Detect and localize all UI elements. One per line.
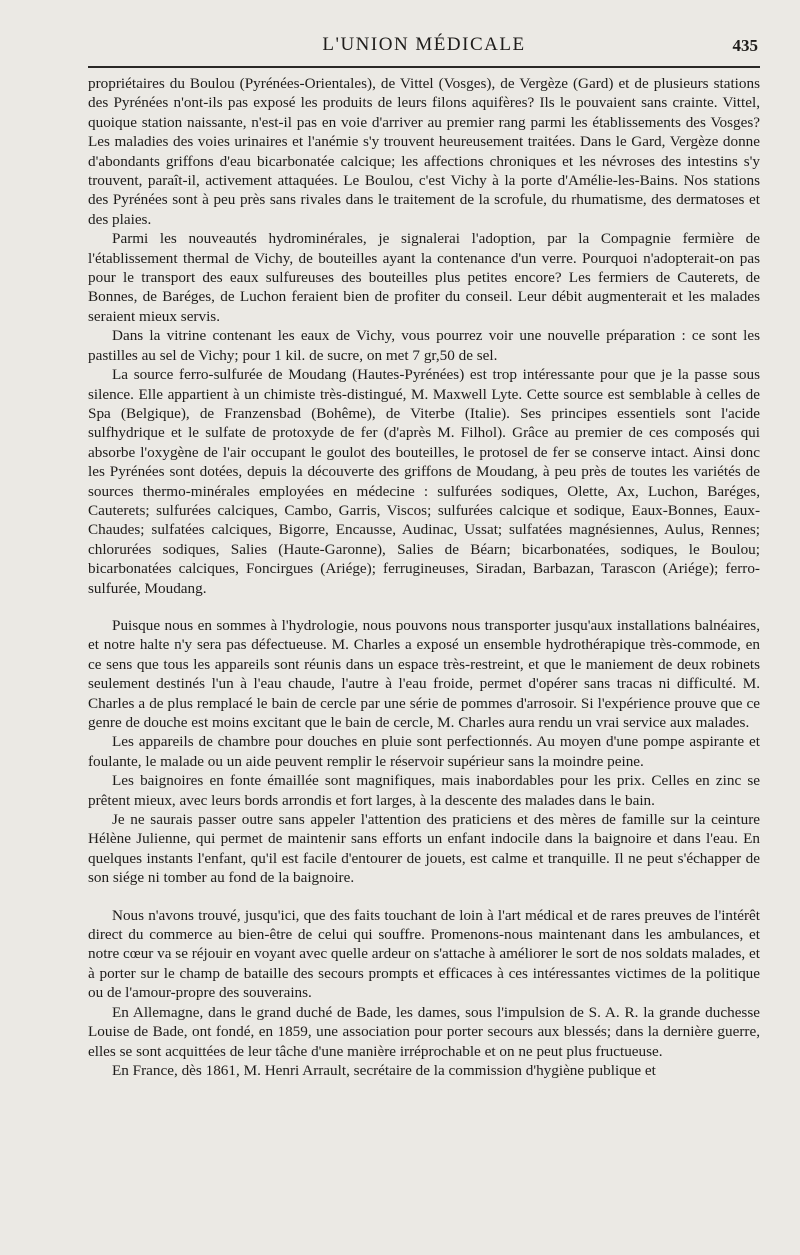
paragraph: Dans la vitrine contenant les eaux de Vichy, vous pourrez voir une nouvelle préparation : ce sont les pastilles au sel de Vichy; pour 1 kil. de sucre, on met 7 gr,50 de sel. bbox=[88, 327, 760, 364]
paragraph: La source ferro-sulfurée de Moudang (Hautes-Pyrénées) est trop intéressante pour que je la passe sous silence. Elle appartient à un chimiste très-distingué, M. Maxwell Lyte. Cette source est semblable à celles de Spa (Belgique), de Franzensbad (Bohême), de Viterbe (Italie). Ses principes essentiels sont l'acide sulfhydrique et le sulfate de protoxyde de fer (d'après M. Filhol). Grâce au premier de ces composés qui absorbe l'oxygène de l'air occupant le goulot des bouteilles, le protosel de fer se conserve intact. Ainsi donc les Pyrénées sont dotées, depuis la découverte des griffons de Moudang, à peu près de toutes les variétés de sources thermo-minérales employées en médecine : sulfurées sodiques, Olette, Ax, Luchon, Baréges, Cauterets; sulfurées calciques, Cambo, Garris, Viscos; sulfurées calcique et sodique, Eaux-Bonnes, Eaux-Chaudes; sulfatées calciques, Bigorre, Encausse, Audinac, Ussat; sulfatées magnésiennes, Aulus, Rennes; chlorurées sodiques, Salies (Haute-Garonne), Salies de Béarn; bicarbonatées, sodiques, le Boulou; bicarbonatées calciques, Foncirgues (Ariége); ferrugineuses, Siradan, Barbazan, Tarascon (Ariége); ferro-sulfurée, Moudang. bbox=[88, 366, 760, 597]
paragraph: propriétaires du Boulou (Pyrénées-Orientales), de Vittel (Vosges), de Vergèze (Gard) et de plusieurs stations des Pyrénées n'ont-ils pas exposé les produits de leurs filons aquifères? Ils le pouvaient sans crainte. Vittel, quoique station naissante, n'est-il pas en voie d'arriver au premier rang parmi les établissements des Vosges? Les maladies des voies urinaires et l'anémie s'y trouvent heureusement traitées. Dans le Gard, Vergèze donne d'abondants griffons d'eau bicarbonatée calcique; les affections chroniques et les névroses des intestins s'y trouvent, paraît-il, activement attaquées. Le Boulou, c'est Vichy à la porte d'Amélie-les-Bains. Nos stations des Pyrénées sont à peu près sans rivales dans le traitement de la scrofule, du rhumatisme, des dermatoses et des plaies. bbox=[88, 75, 760, 228]
paragraph: Parmi les nouveautés hydrominérales, je signalerai l'adoption, par la Compagnie fermière de l'établissement thermal de Vichy, de bouteilles ayant la contenance d'un verre. Pourquoi n'adopterait-on pas pour le transport des eaux sulfureuses des bouteilles plus petites encore? Les fermiers de Cauterets, de Bonnes, de Baréges, de Luchon feraient bien de profiter du conseil. Leur débit augmenterait et les malades seraient mieux servis. bbox=[88, 230, 760, 325]
section-ambulances bbox=[88, 906, 760, 1081]
running-title: L'UNION MÉDICALE bbox=[322, 34, 526, 55]
paragraph: Nous n'avons trouvé, jusqu'ici, que des faits touchant de loin à l'art médical et de rares preuves de l'intérêt direct du commerce au bien-être de celui qui souffre. Promenons-nous maintenant dans les ambulances, et notre cœur va se réjouir en voyant avec quelle ardeur on s'attache à améliorer le sort de nos soldats malades, et à porter sur le champ de bataille des secours prompts et efficaces à ces intéressantes victimes de la politique ou de l'amour-propre des souverains. bbox=[88, 906, 760, 1002]
paragraph: En Allemagne, dans le grand duché de Bade, les dames, sous l'impulsion de S. A. R. la grande duchesse Louise de Bade, ont fondé, en 1859, une association pour porter secours aux blessés; dans la dernière guerre, elles se sont acquittées de leur tâche d'une manière irréprochable et on ne peut plus fructueuse. bbox=[88, 1003, 760, 1060]
paragraph: Les baignoires en fonte émaillée sont magnifiques, mais inabordables pour les prix. Celles en zinc se prêtent mieux, avec leurs bords arrondis et fort larges, à la descente des malades dans le bain. bbox=[88, 772, 760, 809]
page-number: 435 bbox=[732, 36, 758, 55]
section-gap bbox=[88, 888, 760, 906]
paragraph: En France, dès 1861, M. Henri Arrault, secrétaire de la commission d'hygiène publique et bbox=[112, 1061, 656, 1079]
section-gap bbox=[88, 598, 760, 616]
paragraph: Je ne saurais passer outre sans appeler l'attention des praticiens et des mères de famille sur la ceinture Hélène Julienne, qui permet de maintenir sans efforts un enfant indocile dans la baignoire et dans l'eau. En quelques instants l'enfant, qu'il est facile d'entourer de jouets, est calme et tranquille. Il ne peut s'échapper de son siége ni tomber au fond de la baignoire. bbox=[88, 811, 760, 887]
section-installations-balneaires bbox=[88, 616, 760, 888]
page-header bbox=[88, 28, 760, 58]
section-hydrominerales bbox=[88, 74, 760, 598]
paragraph: Les appareils de chambre pour douches en pluie sont perfectionnés. Au moyen d'une pompe aspirante et foulante, le malade ou un aide peuvent remplir le réservoir supérieur sans la moindre peine. bbox=[88, 733, 760, 770]
header-rule bbox=[88, 66, 760, 68]
paragraph: Puisque nous en sommes à l'hydrologie, nous pouvons nous transporter jusqu'aux installations balnéaires, et notre halte n'y sera pas défectueuse. M. Charles a exposé un ensemble hydrothérapique très-commode, en ce sens que tous les appareils sont réunis dans un espace très-restreint, et que le maniement de deux robinets seulement destinés l'un à l'eau chaude, l'autre à l'eau froide, permet d'opérer sans tracas ni difficulté. M. Charles a de plus remplacé le bain de cercle par une série de pommes d'arrosoir. Si l'expérience prouve que ce genre de douche est moins excitant que le bain de cercle, M. Charles aura rendu un vrai service aux malades. bbox=[88, 616, 760, 731]
